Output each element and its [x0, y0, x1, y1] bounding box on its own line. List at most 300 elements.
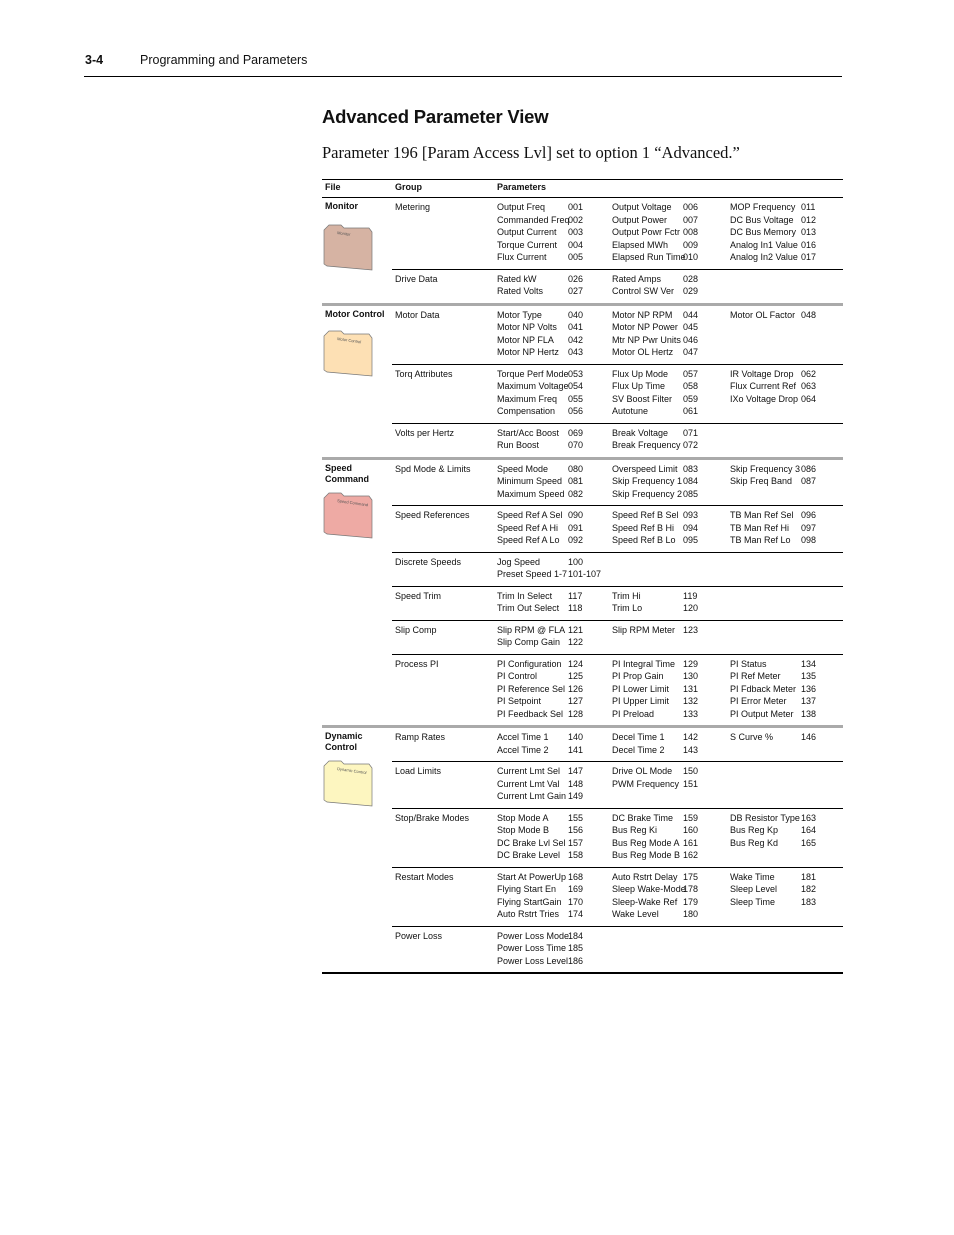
file-section — [322, 198, 843, 306]
parameter-name: Start At PowerUp — [497, 871, 567, 882]
parameter-row — [730, 731, 843, 744]
parameter-number: 058 — [683, 381, 699, 391]
parameter-name: Flux Current — [497, 252, 547, 262]
parameter-number: 042 — [568, 334, 584, 345]
parameter-name: Sleep Level — [730, 884, 778, 894]
parameter-column — [612, 930, 730, 968]
parameter-number: 009 — [683, 239, 699, 250]
parameter-row — [612, 273, 730, 286]
parameter-name: Torque Current — [497, 239, 558, 250]
parameter-row — [730, 380, 843, 393]
parameter-name: S Curve % — [730, 732, 774, 742]
parameter-row — [497, 849, 612, 862]
parameter-name: Rated kW — [497, 273, 537, 284]
parameter-group — [392, 655, 843, 726]
parameter-row — [497, 896, 612, 909]
folder-label: Speed Command — [336, 497, 369, 507]
parameter-name: Torque Perf Mode — [497, 368, 569, 379]
parameter-name: Bus Reg Kp — [730, 825, 779, 835]
parameter-row — [497, 488, 612, 501]
parameter-number: 155 — [568, 812, 584, 823]
parameter-row — [497, 708, 612, 721]
parameter-row — [730, 708, 843, 721]
parameter-group — [392, 927, 843, 973]
parameter-number: 147 — [568, 766, 584, 776]
parameter-row — [497, 368, 612, 381]
parameter-row — [730, 683, 843, 696]
page-subtitle: Parameter 196 [Param Access Lvl] set to option 1 “Advanced.” — [322, 143, 740, 162]
parameter-name: Compensation — [497, 406, 556, 416]
parameter-row — [730, 463, 843, 476]
parameter-name: Skip Frequency 2 — [612, 488, 683, 499]
parameter-row — [497, 201, 612, 214]
parameter-number: 071 — [683, 427, 699, 438]
parameter-name: PI Ref Meter — [730, 671, 781, 681]
parameter-name: TB Man Ref Sel — [730, 510, 794, 520]
parameter-column — [730, 509, 843, 547]
parameter-row — [497, 636, 612, 649]
folder-icon — [323, 224, 373, 272]
parameter-column — [497, 590, 612, 615]
parameter-number: 146 — [801, 732, 817, 742]
parameter-number: 070 — [568, 440, 584, 450]
parameter-row — [497, 334, 612, 347]
parameter-row — [612, 321, 730, 334]
parameter-name: Wake Level — [612, 909, 659, 919]
parameter-group — [392, 198, 843, 270]
parameter-number: 120 — [683, 603, 699, 613]
parameter-number: 150 — [683, 766, 699, 776]
parameter-number: 016 — [801, 239, 817, 250]
parameter-number: 092 — [568, 535, 584, 545]
parameter-number: 041 — [568, 322, 584, 332]
parameter-group — [392, 868, 843, 927]
parameter-number: 143 — [683, 744, 699, 755]
parameter-column — [730, 273, 843, 298]
column-header-parameters: Parameters — [497, 182, 547, 192]
parameter-name: Skip Frequency 3 — [730, 463, 801, 474]
parameter-row — [612, 393, 730, 406]
parameter-number: 056 — [568, 406, 584, 416]
parameter-number: 184 — [568, 930, 584, 941]
parameter-row — [612, 509, 730, 522]
parameter-name: Accel Time 1 — [497, 732, 549, 742]
parameter-name: Control SW Ver — [612, 286, 675, 296]
parameter-row — [497, 439, 612, 452]
parameter-row — [730, 309, 843, 322]
parameter-column — [497, 201, 612, 264]
parameter-number: 011 — [801, 202, 816, 212]
parameter-row — [730, 201, 843, 214]
parameter-name: Slip Comp Gain — [497, 637, 561, 647]
parameter-number: 151 — [683, 778, 699, 789]
parameter-row — [612, 285, 730, 298]
parameter-number: 183 — [801, 896, 817, 907]
group-name: Volts per Hertz — [395, 427, 455, 438]
parameter-name: PI Fdback Meter — [730, 683, 797, 694]
parameter-number: 010 — [683, 252, 699, 262]
group-name: Power Loss — [395, 930, 443, 941]
parameter-name: Analog In2 Value — [730, 252, 798, 262]
parameter-row — [612, 590, 730, 603]
parameter-name: PI Setpoint — [497, 696, 542, 706]
column-header-group: Group — [395, 182, 422, 192]
parameter-column — [730, 731, 843, 756]
parameter-number: 059 — [683, 393, 699, 404]
parameter-row — [730, 883, 843, 896]
parameter-group — [392, 424, 843, 457]
parameter-name: Bus Reg Kd — [730, 837, 779, 848]
parameter-table — [322, 179, 843, 974]
parameter-number: 165 — [801, 837, 817, 848]
parameter-group — [392, 460, 843, 507]
parameter-number: 005 — [568, 252, 584, 262]
group-name: Motor Data — [395, 309, 440, 320]
parameter-column — [730, 765, 843, 803]
parameter-row — [497, 214, 612, 227]
parameter-name: Sleep-Wake Ref — [612, 896, 678, 907]
parameter-number: 004 — [568, 239, 584, 250]
parameter-name: DC Bus Voltage — [730, 214, 794, 225]
parameter-row — [612, 778, 730, 791]
parameter-row — [612, 708, 730, 721]
header-rule — [84, 76, 842, 77]
parameter-number: 028 — [683, 273, 699, 284]
parameter-column — [730, 590, 843, 615]
parameter-number: 047 — [683, 347, 699, 357]
parameter-number: 098 — [801, 535, 817, 545]
section-title: Programming and Parameters — [140, 53, 308, 67]
parameter-row — [730, 896, 843, 909]
parameter-name: Bus Reg Mode B — [612, 850, 681, 860]
group-name: Metering — [395, 202, 431, 212]
parameter-number: 142 — [683, 732, 699, 742]
parameter-row — [612, 871, 730, 884]
parameter-row — [612, 908, 730, 921]
parameter-column — [612, 590, 730, 615]
parameter-number: 161 — [683, 837, 699, 848]
parameter-name: Run Boost — [497, 440, 540, 450]
parameter-number: 181 — [801, 871, 817, 882]
parameter-number: 013 — [801, 227, 817, 237]
parameter-column — [612, 201, 730, 264]
parameter-name: PI Output Meter — [730, 708, 794, 719]
folder-icon — [323, 760, 373, 808]
parameter-number: 157 — [568, 837, 584, 848]
parameter-name: Decel Time 1 — [612, 732, 665, 742]
parameter-row — [497, 908, 612, 921]
parameter-name: Motor NP Volts — [497, 322, 557, 332]
parameter-column — [730, 624, 843, 649]
parameter-column — [497, 658, 612, 721]
parameter-row — [612, 837, 730, 850]
parameter-column — [730, 309, 843, 359]
parameter-number: 149 — [568, 791, 584, 801]
parameter-number: 119 — [683, 590, 698, 601]
group-name: Speed Trim — [395, 590, 442, 601]
parameter-row — [612, 883, 730, 896]
parameter-number: 118 — [568, 603, 583, 613]
parameter-number: 061 — [683, 406, 699, 416]
parameter-name: Accel Time 2 — [497, 744, 549, 755]
parameter-column — [730, 201, 843, 264]
file-name: Speed Command — [325, 462, 370, 484]
parameter-name: PI Prop Gain — [612, 671, 664, 681]
parameter-row — [612, 624, 730, 637]
parameter-name: Rated Amps — [612, 273, 662, 284]
parameter-row — [497, 942, 612, 955]
parameter-column — [612, 368, 730, 418]
parameter-number: 094 — [683, 522, 699, 533]
parameter-number: 012 — [801, 214, 817, 225]
parameter-row — [497, 309, 612, 322]
parameter-group — [392, 306, 843, 365]
parameter-row — [730, 214, 843, 227]
parameter-row — [612, 239, 730, 252]
group-name: Spd Mode & Limits — [395, 463, 471, 474]
parameter-name: Elapsed MWh — [612, 239, 669, 250]
parameter-name: Speed Ref A Sel — [497, 510, 563, 520]
parameter-row — [730, 812, 843, 825]
parameter-row — [612, 534, 730, 547]
parameter-name: Motor NP FLA — [497, 334, 554, 345]
parameter-row — [612, 765, 730, 778]
parameter-name: PI Lower Limit — [612, 683, 670, 694]
parameter-name: Motor NP RPM — [612, 309, 673, 320]
group-name: Drive Data — [395, 273, 438, 284]
parameter-number: 123 — [683, 624, 699, 635]
parameter-number: 122 — [568, 637, 584, 647]
parameter-number: 062 — [801, 368, 817, 379]
parameter-column — [497, 556, 612, 581]
file-name: Motor Control — [325, 308, 385, 319]
parameter-row — [612, 405, 730, 418]
parameter-row — [730, 695, 843, 708]
parameter-column — [612, 309, 730, 359]
parameter-group — [392, 762, 843, 809]
parameter-name: DC Brake Level — [497, 850, 561, 860]
parameter-number: 135 — [801, 671, 817, 681]
parameter-row — [612, 658, 730, 671]
parameter-row — [612, 849, 730, 862]
parameter-row — [497, 658, 612, 671]
parameter-number: 026 — [568, 273, 584, 284]
file-name: Monitor — [325, 201, 358, 211]
parameter-row — [497, 871, 612, 884]
parameter-row — [612, 334, 730, 347]
parameter-row — [612, 226, 730, 239]
group-name: Speed References — [395, 510, 470, 520]
parameter-row — [612, 488, 730, 501]
parameter-name: Auto Rstrt Delay — [612, 871, 678, 882]
parameter-number: 064 — [801, 393, 817, 404]
parameter-row — [497, 509, 612, 522]
parameter-name: IR Voltage Drop — [730, 368, 794, 379]
parameter-row — [612, 695, 730, 708]
parameter-name: Flux Current Ref — [730, 381, 797, 391]
parameter-row — [612, 463, 730, 476]
parameter-row — [497, 695, 612, 708]
parameter-name: PI Control — [497, 671, 538, 681]
parameter-number: 168 — [568, 871, 584, 882]
parameter-name: Trim Hi — [612, 590, 641, 601]
parameter-column — [497, 309, 612, 359]
group-name: Ramp Rates — [395, 732, 446, 742]
column-header-file: File — [325, 182, 341, 192]
table-body — [322, 198, 843, 974]
parameter-row — [497, 380, 612, 393]
parameter-row — [497, 837, 612, 850]
parameter-name: Trim Out Select — [497, 603, 560, 613]
parameter-column — [497, 463, 612, 501]
parameter-name: PI Feedback Sel — [497, 708, 564, 719]
parameter-column — [612, 812, 730, 862]
parameter-number: 132 — [683, 696, 699, 706]
parameter-name: DC Brake Lvl Sel — [497, 837, 566, 848]
parameter-number: 125 — [568, 671, 584, 681]
parameter-number: 045 — [683, 322, 699, 332]
parameter-number: 040 — [568, 309, 584, 320]
parameter-row — [497, 522, 612, 535]
parameter-name: Motor NP Hertz — [497, 347, 559, 357]
group-name: Discrete Speeds — [395, 556, 462, 567]
parameter-group — [392, 553, 843, 587]
parameter-name: Motor OL Hertz — [612, 347, 674, 357]
parameter-column — [612, 427, 730, 452]
parameter-name: Speed Ref B Hi — [612, 522, 675, 533]
parameter-column — [497, 427, 612, 452]
parameter-name: Speed Ref B Sel — [612, 510, 679, 520]
parameter-name: DC Bus Memory — [730, 227, 797, 237]
parameter-number: 100 — [568, 556, 584, 567]
parameter-number: 008 — [683, 227, 699, 237]
parameter-row — [497, 475, 612, 488]
parameter-column — [612, 556, 730, 581]
parameter-number: 179 — [683, 896, 699, 907]
parameter-number: 134 — [801, 658, 817, 669]
group-name: Slip Comp — [395, 624, 437, 635]
parameter-row — [497, 744, 612, 757]
parameter-number: 141 — [568, 744, 584, 755]
parameter-row — [497, 683, 612, 696]
parameter-number: 054 — [568, 381, 584, 391]
page-number: 3-4 — [85, 53, 104, 67]
parameter-group — [392, 621, 843, 655]
parameter-number: 083 — [683, 463, 699, 474]
parameter-column — [730, 930, 843, 968]
parameter-column — [497, 812, 612, 862]
table-header — [322, 179, 843, 198]
parameter-name: PI Configuration — [497, 658, 562, 669]
parameter-column — [612, 658, 730, 721]
parameter-row — [497, 731, 612, 744]
parameter-number: 086 — [801, 463, 817, 474]
parameter-name: Decel Time 2 — [612, 744, 665, 755]
parameter-name: Overspeed Limit — [612, 463, 678, 474]
parameter-row — [730, 824, 843, 837]
parameter-number: 124 — [568, 658, 584, 669]
parameter-row — [497, 824, 612, 837]
parameter-row — [497, 955, 612, 968]
parameter-column — [730, 427, 843, 452]
parameter-number: 138 — [801, 708, 817, 719]
parameter-number: 085 — [683, 488, 699, 499]
parameter-name: Maximum Freq — [497, 393, 558, 404]
parameter-number: 159 — [683, 812, 699, 823]
parameter-column — [497, 930, 612, 968]
parameter-name: Speed Ref A Hi — [497, 522, 559, 533]
parameter-row — [612, 214, 730, 227]
parameter-row — [497, 765, 612, 778]
parameter-column — [612, 273, 730, 298]
parameter-name: Current Lmt Val — [497, 778, 560, 789]
parameter-row — [612, 439, 730, 452]
parameter-number: 091 — [568, 522, 584, 533]
parameter-number: 080 — [568, 463, 584, 474]
parameter-number: 163 — [801, 812, 817, 823]
parameter-row — [497, 463, 612, 476]
parameter-row — [612, 346, 730, 359]
parameter-group — [392, 587, 843, 621]
file-section — [322, 728, 843, 974]
parameter-column — [730, 368, 843, 418]
parameter-number: 126 — [568, 683, 584, 694]
parameter-number: 169 — [568, 884, 584, 894]
parameter-name: Stop Mode B — [497, 825, 550, 835]
parameter-number: 053 — [568, 368, 584, 379]
parameter-number: 095 — [683, 535, 699, 545]
parameter-number: 178 — [683, 884, 699, 894]
parameter-number: 084 — [683, 476, 699, 486]
parameter-number: 162 — [683, 850, 699, 860]
parameter-name: Current Lmt Sel — [497, 766, 561, 776]
parameter-row — [497, 590, 612, 603]
parameter-row — [497, 393, 612, 406]
parameter-row — [730, 368, 843, 381]
parameter-row — [612, 522, 730, 535]
parameter-row — [497, 226, 612, 239]
parameter-number: 117 — [568, 590, 583, 601]
parameter-name: Sleep Time — [730, 896, 776, 907]
parameter-name: MOP Frequency — [730, 202, 796, 212]
parameter-number: 158 — [568, 850, 584, 860]
parameter-name: Slip RPM @ FLA — [497, 624, 566, 635]
parameter-number: 164 — [801, 825, 817, 835]
parameter-number: 127 — [568, 696, 584, 706]
parameter-column — [730, 658, 843, 721]
parameter-number: 185 — [568, 943, 584, 953]
parameter-column — [497, 871, 612, 921]
parameter-name: Jog Speed — [497, 556, 541, 567]
parameter-name: Speed Ref B Lo — [612, 535, 676, 545]
parameter-number: 057 — [683, 368, 699, 379]
parameter-number: 081 — [568, 476, 584, 486]
parameter-name: Output Power — [612, 214, 668, 225]
parameter-name: Current Lmt Gain — [497, 791, 567, 801]
parameter-name: Speed Mode — [497, 463, 549, 474]
parameter-number: 029 — [683, 286, 699, 296]
parameter-number: 006 — [683, 202, 699, 212]
parameter-group — [392, 728, 843, 762]
parameter-number: 129 — [683, 658, 699, 669]
parameter-row — [612, 309, 730, 322]
parameter-name: Drive OL Mode — [612, 766, 673, 776]
parameter-name: PWM Frequency — [612, 778, 680, 789]
parameter-number: 069 — [568, 427, 584, 438]
parameter-row — [612, 824, 730, 837]
parameter-name: Preset Speed 1-7 — [497, 569, 568, 579]
parameter-name: Power Loss Level — [497, 955, 569, 966]
